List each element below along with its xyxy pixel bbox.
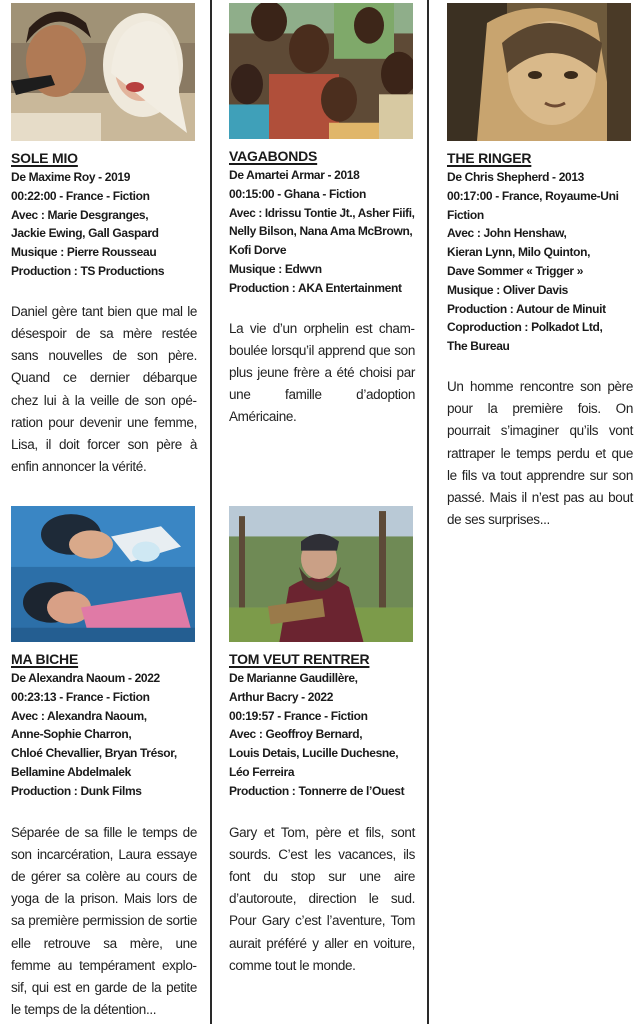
credit-cast: Anne-Sophie Charron,: [11, 727, 132, 742]
credit-director: De Marianne Gaudillère,: [229, 671, 358, 685]
credit-cast: Avec : Geoffroy Bernard,: [229, 727, 363, 742]
film-credits: [229, 669, 415, 801]
credit-coproduction: The Bureau: [447, 339, 510, 354]
credit-production: Production : Dunk Films: [11, 783, 142, 798]
credit-genre: Fiction: [447, 207, 484, 222]
film-still-the-ringer: [447, 3, 631, 141]
credit-cast: Avec : Idrissu Tontie Jt., Asher Fiifi,: [229, 205, 415, 220]
film-still-sole-mio: [11, 3, 195, 141]
film-synopsis: La vie d’un orphelin est chamboulée lorsqu’il apprend que son plus jeune frère a été choisi par une famille d’adoption Américaine.: [229, 320, 415, 425]
film-card-sole-mio: [11, 3, 197, 478]
credit-music: Musique : Edwvn: [229, 261, 322, 276]
film-card-ma-biche: [11, 506, 197, 1021]
film-card-the-ringer: [447, 3, 633, 531]
credit-production: Production : Autour de Minuit: [447, 301, 606, 316]
credit-production: Production : AKA Entertainment: [229, 280, 402, 295]
credit-music: Musique : Oliver Davis: [447, 282, 569, 297]
credit-runtime: 00:23:13 - France - Fiction: [11, 689, 150, 704]
credit-production: Production : TS Productions: [11, 263, 165, 278]
film-credits: [11, 669, 197, 801]
credit-director: De Maxime Roy - 2019: [11, 170, 131, 184]
film-title: MA BICHE: [11, 651, 79, 667]
credit-cast: Avec : John Henshaw,: [447, 226, 567, 241]
film-title: VAGABONDS: [229, 148, 318, 164]
column-divider: [210, 0, 212, 1024]
credit-music: Musique : Pierre Rousseau: [11, 245, 157, 260]
film-still-vagabonds: [229, 3, 413, 139]
film-card-vagabonds: [229, 3, 415, 429]
film-still-ma-biche: [11, 506, 195, 642]
credit-cast: Avec : Marie Desgranges,: [11, 207, 149, 222]
credit-cast: Dave Sommer « Trigger »: [447, 263, 584, 278]
film-credits: [229, 166, 415, 298]
film-synopsis: Daniel gère tant bien que mal le désespoir de sa mère restée sans nouvelles de son père. Quand ce dernier débarque chez lui à la veille de son opération pour devenir une femme, Lisa, il doit forcer son père à enfin annoncer la vérité.: [11, 303, 197, 475]
credit-director: Arthur Bacry - 2022: [229, 689, 334, 704]
credit-director: De Alexandra Naoum - 2022: [11, 671, 160, 685]
credit-cast: Louis Detais, Lucille Duchesne,: [229, 746, 399, 761]
film-card-tom-veut-rentrer: [229, 506, 415, 977]
film-title: THE RINGER: [447, 150, 532, 166]
credit-cast: Chloé Chevallier, Bryan Trésor,: [11, 746, 177, 761]
credit-cast: Nelly Bilson, Nana Ama McBrown,: [229, 224, 413, 239]
film-still-tom-veut-rentrer: [229, 506, 413, 642]
credit-director: De Chris Shepherd - 2013: [447, 170, 584, 184]
credit-cast: Kofi Dorve: [229, 243, 287, 258]
credit-cast: Léo Ferreira: [229, 764, 295, 779]
credit-runtime: 00:15:00 - Ghana - Fiction: [229, 186, 366, 201]
credit-runtime: 00:19:57 - France - Fiction: [229, 708, 368, 723]
credit-coproduction: Coproduction : Polkadot Ltd,: [447, 320, 603, 335]
credit-runtime: 00:17:00 - France, Royaume-Uni: [447, 188, 619, 203]
film-title: TOM VEUT RENTRER: [229, 651, 370, 667]
film-credits: [11, 168, 197, 281]
credit-cast: Jackie Ewing, Gall Gaspard: [11, 226, 159, 241]
film-synopsis: Séparée de sa fille le temps de son incarcération, Laura essaye de gérer sa colère au cours de yoga de la prison. Mais lors de sa première permission de sortie elle retrouve sa mère, une femme au tempérament explosif, qui est en garde de la petite le temps de la détention...: [11, 824, 197, 1018]
column-divider: [427, 0, 429, 1024]
credit-production: Production : Tonnerre de l’Ouest: [229, 783, 405, 798]
credit-cast: Kieran Lynn, Milo Quinton,: [447, 245, 591, 260]
credit-director: De Amartei Armar - 2018: [229, 168, 360, 182]
film-synopsis: Gary et Tom, père et fils, sont sourds. C’est les vacances, ils font du stop sur une aire d’autoroute, direction le sud. Pour Gary c’est l’aventure, Tom aurait préféré y aller en voiture, comme tout le monde.: [229, 824, 415, 973]
film-title: SOLE MIO: [11, 150, 78, 166]
credit-cast: Avec : Alexandra Naoum,: [11, 708, 147, 723]
film-synopsis: Un homme rencontre son père pour la première fois. On pourrait s’imaginer qu’ils vont rattraper le temps perdu et que le fils va tout apprendre sur son passé. Mais il n’est pas au bout de ses surprises...: [447, 378, 633, 528]
credit-runtime: 00:22:00 - France - Fiction: [11, 188, 150, 203]
credit-cast: Bellamine Abdelmalek: [11, 764, 131, 779]
film-credits: [447, 168, 633, 356]
